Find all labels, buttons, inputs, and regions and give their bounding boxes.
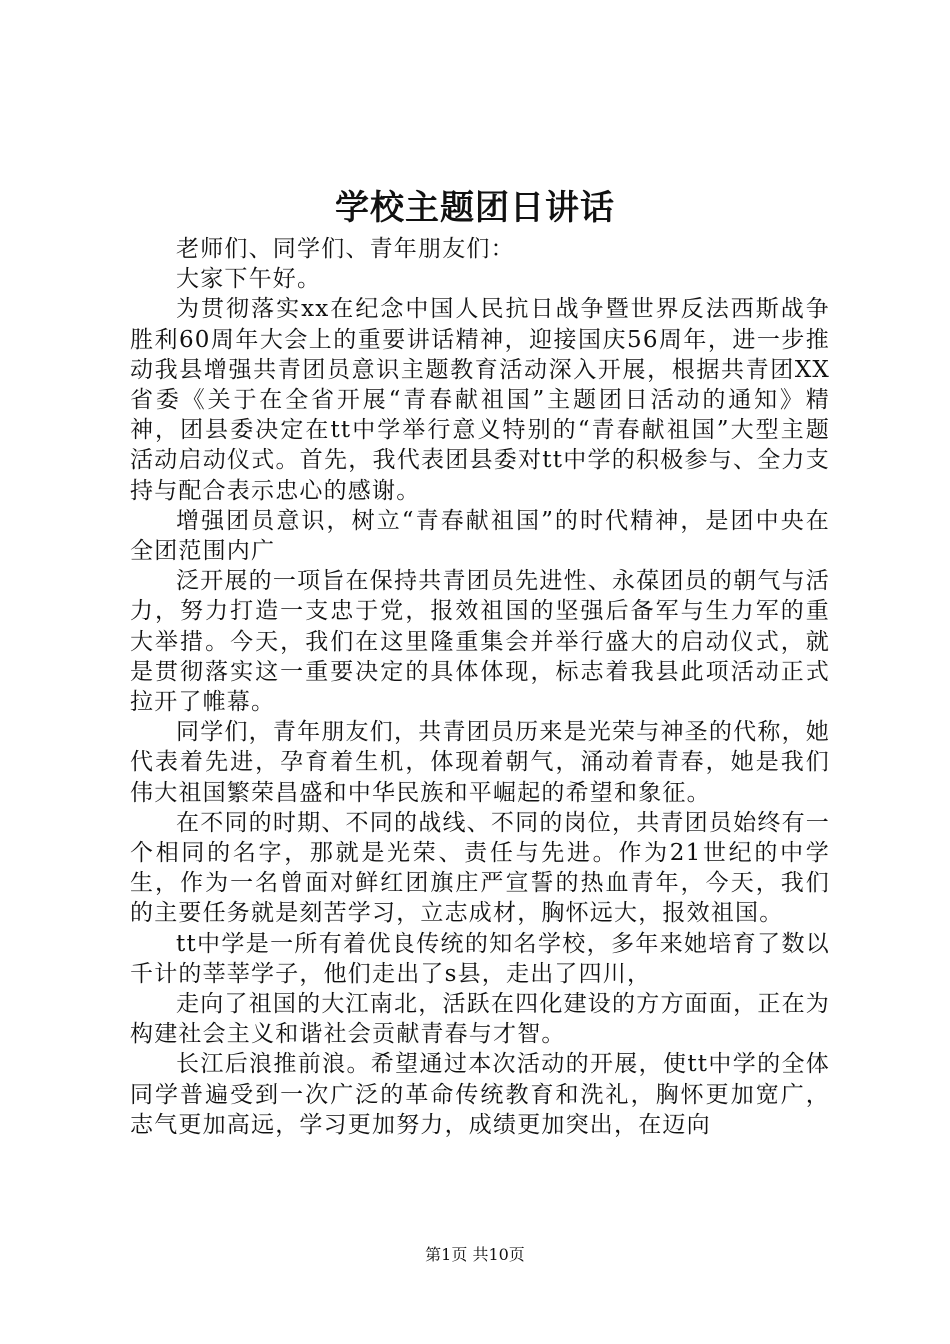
page-number-footer: 第1页 共10页 — [425, 1245, 525, 1264]
body-paragraph: 走向了祖国的大江南北，活跃在四化建设的方方面面，正在为构建社会主义和谐社会贡献青春与才智。 — [130, 991, 830, 1048]
body-paragraph: 大家下午好。 — [176, 266, 322, 293]
document-body — [130, 234, 830, 1140]
body-paragraph: 泛开展的一项旨在保持共青团员先进性、永葆团员的朝气与活力，努力打造一支忠于党，报效祖国的坚强后备军与生力军的重大举措。今天，我们在这里隆重集会并举行盛大的启动仪式，就是贯彻落实这一重要决定的具体体现，标志着我县此项活动正式拉开了帷幕。 — [130, 568, 830, 716]
body-paragraph: 长江后浪推前浪。希望通过本次活动的开展，使tt中学的全体同学普遍受到一次广泛的革命传统教育和洗礼，胸怀更加宽广，志气更加高远，学习更加努力，成绩更加突出，在迈向 — [130, 1051, 830, 1138]
body-paragraph: 为贯彻落实xx在纪念中国人民抗日战争暨世界反法西斯战争胜利60周年大会上的重要讲话精神，迎接国庆56周年，进一步推动我县增强共青团员意识主题教育活动深入开展，根据共青团XX省委《关于在全省开展“青春献祖国”主题团日活动的通知》精神，团县委决定在tt中学举行意义特别的“青春献祖国”大型主题活动启动仪式。首先，我代表团县委对tt中学的积极参与、全力支持与配合表示忠心的感谢。 — [130, 296, 830, 504]
body-paragraph: 在不同的时期、不同的战线、不同的岗位，共青团员始终有一个相同的名字，那就是光荣、责任与先进。作为21世纪的中学生，作为一名曾面对鲜红团旗庄严宣誓的热血青年，今天，我们的主要任务就是刻苦学习，立志成材，胸怀远大，报效祖国。 — [130, 809, 830, 927]
body-paragraph: 增强团员意识，树立“青春献祖国”的时代精神，是团中央在全团范围内广 — [130, 507, 830, 565]
body-paragraph: 老师们、同学们、青年朋友们： — [176, 236, 515, 262]
body-paragraph: tt中学是一所有着优良传统的知名学校，多年来她培育了数以千计的莘莘学子，他们走出了s县，走出了四川， — [130, 930, 830, 987]
body-paragraph: 同学们，青年朋友们，共青团员历来是光荣与神圣的代称，她代表着先进，孕育着生机，体现着朝气，涌动着青春，她是我们伟大祖国繁荣昌盛和中华民族和平崛起的希望和象征。 — [130, 719, 830, 806]
document-title: 学校主题团日讲话 — [335, 188, 615, 228]
